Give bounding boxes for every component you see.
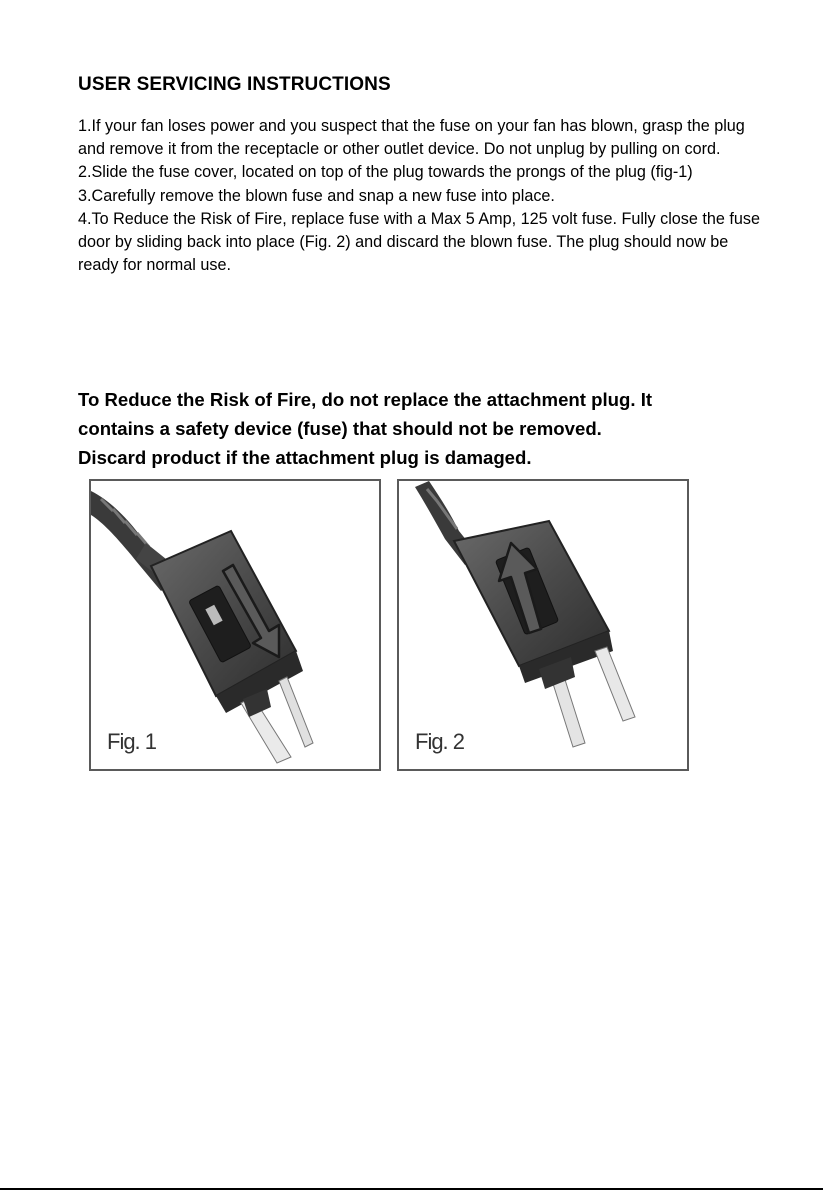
figure-2 (397, 479, 689, 771)
step-3: 3.Carefully remove the blown fuse and snap a new fuse into place. (78, 186, 555, 205)
plug-fig1-illustration (91, 481, 379, 769)
plug-fig2-illustration (399, 481, 687, 769)
step-1: 1.If your fan loses power and you suspect that the fuse on your fan has blown, grasp the plug and remove it from the receptacle or other outlet device. Do not unplug by pulling on cord. (78, 117, 745, 159)
warning-line-1: To Reduce the Risk of Fire, do not replace the attachment plug. It (78, 389, 653, 410)
fire-risk-warning (78, 385, 778, 472)
step-2: 2.Slide the fuse cover, located on top of the plug towards the prongs of the plug (fig-1) (78, 163, 693, 182)
figure-2-label: Fig. 2 (415, 729, 465, 754)
figure-1-label: Fig. 1 (107, 729, 157, 754)
instructions-steps (78, 115, 768, 277)
warning-line-3: Discard product if the attachment plug is damaged. (78, 447, 532, 468)
step-4: 4.To Reduce the Risk of Fire, replace fuse with a Max 5 Amp, 125 volt fuse. Fully close the fuse door by sliding back into place (Fig. 2) and discard the blown fuse. The plug should now be ready for normal use. (78, 209, 760, 275)
instructions-heading: USER SERVICING INSTRUCTIONS (78, 74, 391, 95)
figure-1 (89, 479, 381, 771)
page-bottom-rule (0, 1188, 823, 1190)
warning-line-2: contains a safety device (fuse) that should not be removed. (78, 418, 602, 439)
